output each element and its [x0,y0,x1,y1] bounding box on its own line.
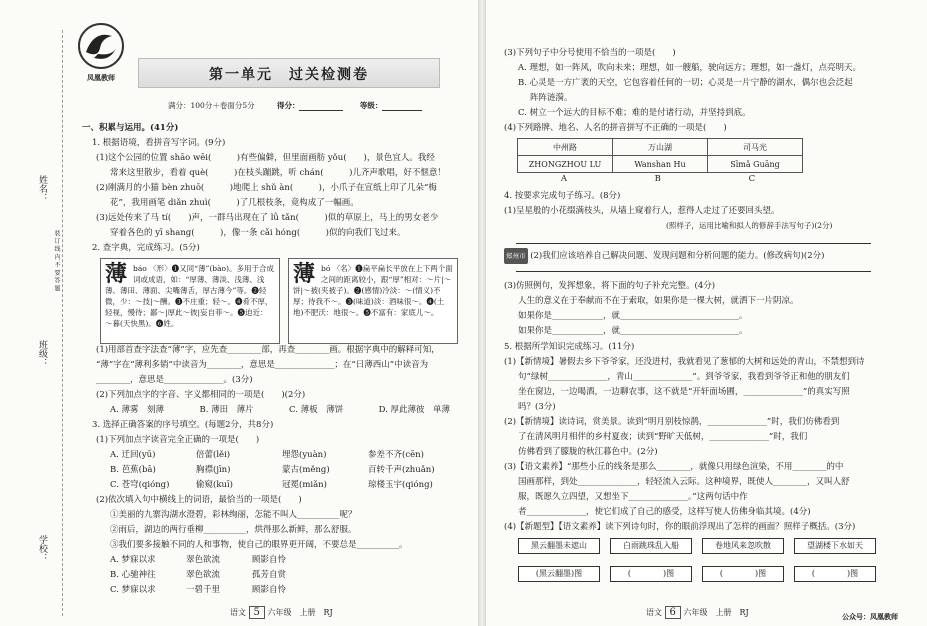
page-fold [478,0,486,626]
q3-4-prompt: (4)下列路牌、地名、人名的拼音拼写不正确的一项是( ) [504,123,727,133]
table-letter-a[interactable]: A [560,174,567,184]
q3-1-b-3: 蒙古(měng) [282,465,330,475]
footer-subject: 语文 [230,608,246,617]
page-number: 6 [665,606,681,619]
q3-1-c-3: 冠冕(miǎn) [282,480,327,490]
table-letter-b[interactable]: B [654,174,661,184]
q3-2-option-b[interactable] [110,567,286,583]
footer-subject: 语文 [646,608,662,617]
footer-left [230,606,333,619]
q5-1-line-c: 坐在窗边，一边喝酒，一边聊农事，这不就是“开轩面场圃，______________”的真实写照 [518,387,850,397]
q3-2-a-2: 翠色欲流 [186,555,221,565]
title-bar [138,58,440,88]
table-pinyin-a: ZHONGZHOU LU [518,156,613,173]
q3-2-c-2: 一碧千里 [186,585,221,595]
q5-3-line-d: 者______________，使它们成了自己的感受，这样写使人仿佛身临其境。(4分) [518,507,811,517]
dict-char-bao: 薄 [105,261,128,287]
picture-answer-1[interactable]: (黑云翻墨)图 [518,566,600,582]
q2-2-option-d[interactable]: D. 厚此薄彼 单薄 [378,405,450,415]
binding-notice: 装 订 线 内 不 要 答 题 [53,230,60,292]
poem-line-box-1: 黑云翻墨未遮山 [518,538,600,554]
q3-1-c-4: 琼楼玉宇(qióng) [368,480,433,490]
q3-2-c-3: 顾影自怜 [252,585,287,595]
q3-1-option-c[interactable] [110,477,433,493]
q1-3-line-a: (3)远处传来了马 tí( )声，一群马出现在了 lǜ tǎn( )似的草原上，马上的男女老少 [96,213,439,223]
q2-2-options [110,402,450,418]
q3-prompt: 3. 选择正确答案的序号填空。(每题2分，共8分) [92,420,274,430]
right-page [486,0,927,626]
q3-2-sentence-2: ②雨后，湖边的两行垂柳__________，烘得那么新鲜，那么舒服。 [110,525,357,535]
q2-2-option-a[interactable]: A. 薄雾 刻薄 [110,405,165,415]
table-row [518,139,803,156]
q5-1-line-d: 吗？(3分) [518,402,556,412]
score-label: 得分： [276,101,300,110]
score-info: 满分：100分＋卷面分5分 [168,101,255,110]
q2-1-line-a: (1)用部首查字法查“薄”字，应先查________部，再查________画。根据字典中的解释可知， [96,345,440,355]
q4-3-prompt: (3)仿照例句，发挥想象，将下面的句子补充完整。(4分) [504,281,716,291]
q3-1-a-2: 倍蕾(lěi) [196,450,231,460]
wechat-watermark: 公众号：凤凰教师 [842,612,898,621]
q3-1-b-1: B. 芭蕉(bā) [110,465,156,475]
q3-1-a-3: 埋怨(yuàn) [282,450,327,460]
q3-2-prompt: (2)依次填入句中横线上的词语，最恰当的一项是( ) [96,495,302,505]
poem-line-box-4: 望湖楼下水如天 [794,538,876,554]
q5-4-prompt: (4)【新题型】【语文素养】读下列诗句时，你的眼前浮现出了怎样的画面？照样子概括。(3分) [504,522,856,532]
q3-2-option-a[interactable] [110,552,286,568]
q3-1-a-1: A. 迁回(yū) [110,450,156,460]
table-letters [517,174,799,184]
q3-2-c-1: C. 梦寐以求 [110,585,156,595]
binding-dashed-line [62,30,63,616]
grade-label: 等级： [359,101,383,110]
grade-blank[interactable] [382,110,422,111]
q1-3-line-b: 穿着各色的 yī shang( )，像一条 cǎi hóng( )似的向我们飞过来。 [110,228,406,238]
q3-2-a-3: 顾影自怜 [252,555,287,565]
dictionary-entry-bo [288,258,458,344]
score-row [168,100,422,111]
q5-1-line-b: 句“绿树______________，青山______________”。到爷爷家，我看到爷爷正和他的朋友们 [518,372,850,382]
table-head-b: 万山湖 [613,139,708,156]
class-label: 班级： [37,340,47,367]
name-label: 姓名： [37,175,47,202]
dict-char-bo: 薄 [293,261,316,287]
q3-1-prompt: (1)下列加点字读音完全正确的一项是( ) [96,435,260,445]
page-number: 5 [249,606,265,619]
logo [74,22,128,84]
q4-2-answer-line[interactable] [516,271,871,272]
q3-2-a-1: A. 梦寐以求 [110,555,156,565]
q2-1-line-c: ________，意思是______________。(3分) [96,375,253,385]
q4-2-row [504,248,824,264]
q3-1-option-b[interactable] [110,462,435,478]
q3-1-a-4: 参差不齐(cēn) [368,450,424,460]
table-pinyin-b: Wanshan Hu [613,156,708,173]
footer-grade: 六年级 上册 RJ [683,608,749,617]
q2-1-line-b: “薄”字在“薄利多销”中读音为________，意思是______________；在“日薄西山”中读音为 [96,360,429,370]
q3-2-sentence-3: ③我们要多接触不同的人和事物，使自己的眼界更开阔，不要总是__________。 [110,540,408,550]
q4-prompt: 4. 按要求完成句子练习。(8分) [504,191,621,201]
section-1-heading: 一、积累与运用。(41分) [82,123,179,133]
picture-answer-2[interactable]: ( )图 [610,566,692,582]
q3-1-c-2: 偷窥(kuī) [196,480,233,490]
table-head-c: 司马光 [708,139,803,156]
q3-2-option-c[interactable] [110,582,286,598]
q3-3-prompt: (3)下列句子中分号使用不恰当的一项是( ) [504,48,676,58]
q2-prompt: 2. 查字典，完成练习。(5分) [92,243,200,253]
q3-2-b-2: 翠色欲流 [186,570,221,580]
q5-3-line-b: 国画那样，到处______________，轻轻流入云际。这种境界，既使人________，又叫人舒 [518,477,850,487]
q3-1-b-2: 胸襟(jīn) [196,465,231,475]
q5-2-line-c: 仿佛看到了朦胧的秋江暮色中。(2分) [518,447,658,457]
q1-1-line-a: (1)这个公园的位置 shāo wēi( )有些偏僻，但里面画舫 yǒu( )，景色宜人。我经 [96,153,435,163]
picture-answer-3[interactable]: ( )图 [702,566,784,582]
q5-prompt: 5. 根据所学知识完成练习。(11分) [504,342,635,352]
dictionary-entry-bao [100,258,280,344]
dict-text-bo: bó 〈名〉❶扁平扁长平放在上下两个面之间的距离较小，跟“厚”相对：～片|～饼|～被(夹被子)。❷(感情)冷淡：～(情义)不厚；待我不～。❸(味道)淡：酒味很～。❹(土地)不肥沃：地很～。❺不富有：家底儿～。 [293,264,453,317]
q3-1-option-a[interactable] [110,447,424,463]
school-label: 学校： [37,535,47,562]
q4-3-example: 人生的意义在于奉献而不在于索取，如果你是一棵大树，就洒下一片阴凉。 [518,296,799,306]
q1-2-line-a: (2)刚满月的小猫 bèn zhuō( )地爬上 shǔ àn( )，小爪子在宣纸上印了几朵“梅 [96,183,437,193]
q3-3-option-b-2: 阵阵涟漪。 [530,93,573,103]
q2-2-option-c[interactable]: C. 薄板 薄饼 [289,405,344,415]
q4-1-prompt: (1)呈星般的小花缀满枝头，从墙上窥着行人，惹得人走过了还要回头望。 [504,206,780,216]
q5-2-line-b: 了在清风明月相伴的乡村夏夜；读到“野旷天低树，______________”时，我们 [518,432,808,442]
picture-answer-4[interactable]: ( )图 [794,566,876,582]
q4-1-note: (照样子，运用比喻和拟人的修辞手法写句子)(2分) [666,221,833,230]
q1-1-line-b: 常来这里散步，看着 què( )在枝头蹦跳，听 chán( )儿齐声歌唱，好不惬意！ [110,168,446,178]
table-letter-c[interactable]: C [748,174,756,184]
q1-2-line-b: 花”，我用画笔 diǎn zhuì( )了几根枝条，竟构成了一幅画。 [110,198,359,208]
q3-2-b-3: 孤芳自赏 [252,570,287,580]
table-pinyin-c: Sīmǎ Guāng [708,156,803,173]
logo-text: 凤凰教师 [87,73,115,82]
q4-3-answer-b[interactable]: 如果你是____________，就____________________________。 [518,326,748,336]
q4-3-answer-a[interactable]: 如果你是____________，就____________________________。 [518,311,748,321]
table-row [518,156,803,173]
q3-2-sentence-1: ①美丽的九寨沟湖水澄碧，彩林绚丽，怎能不叫人__________呢？ [110,510,357,520]
pinyin-table [517,138,803,173]
page-title: 第一单元 过关检测卷 [209,67,369,83]
footer-right [646,606,749,619]
q3-2-b-1: B. 心驰神往 [110,570,156,580]
q5-1-line-a: (1)【新情境】暑假去乡下爷爷家，还没进村，我就看见了葱郁的大树和远处的青山，不禁想到诗 [504,357,865,367]
q3-1-b-4: 百转千声(zhuǎn) [368,465,435,475]
q5-3-line-c: 服，既愿久立四望，又想坐下______________。”这两句话中作 [518,492,748,502]
q2-2-prompt: (2)下列加点字的字音、字义都相同的一项是( )(2分) [96,390,306,400]
q4-2-tag: 郑州市 [504,248,528,264]
q3-3-option-a[interactable]: A. 理想，如一阵风，吹向未来；理想，如一艘船，驶向远方；理想，如一盏灯，点亮明天。 [518,63,862,73]
binding-strip [0,0,62,626]
q4-2-prompt: (2)我们应该培养自己解决问题、发现问题和分析问题的能力。(修改病句)(2分) [530,251,825,261]
q3-1-c-1: C. 苍穹(qióng) [110,480,170,490]
footer-grade: 六年级 上册 RJ [267,608,333,617]
q3-3-option-c[interactable]: C. 树立一个远大的目标不难；难的是付诸行动，并坚持到底。 [518,108,751,118]
poem-line-box-3: 卷地风来忽吹散 [702,538,784,554]
poem-line-box-2: 白雨跳珠乱入船 [610,538,692,554]
q5-3-line-a: (3)【语文素养】“那些小丘的线条是那么________，就像只用绿色渲染，不用________的中 [504,462,844,472]
q1-prompt: 1. 根据语境，看拼音写字词。(9分) [92,138,226,148]
dict-text-bao: báo 〈形〉❶又同“薄”(bào)。多用于合成词或成语，如：“厚薄、薄淡、浅薄、浅薄、薄田、薄面、尖嘴薄舌，厚古薄今”等。❷轻微，少：～技|～酬。❸不庄重；轻～。❹肴不厚，轻视，慢待；鄙～|厚此～彼|妄自菲～。❺迫近：～暮(天快黑)。❻姓。 [105,264,274,328]
q4-1-answer-line[interactable] [516,243,871,244]
q3-3-option-b-1[interactable]: B. 心灵是一方广袤的天空，它包容着任何的一切；心灵是一片宁静的湖水，偶尔也会泛起 [518,78,853,88]
q5-2-line-a: (2)【新情境】读诗词，赏美景。读到“明月别枝惊鹊，______________”时，我们仿佛看到 [504,417,840,427]
table-head-a: 中州路 [518,139,613,156]
score-blank[interactable] [299,110,343,111]
q2-2-option-b[interactable]: B. 薄田 薄片 [199,405,254,415]
swirl-logo-icon [74,22,128,70]
